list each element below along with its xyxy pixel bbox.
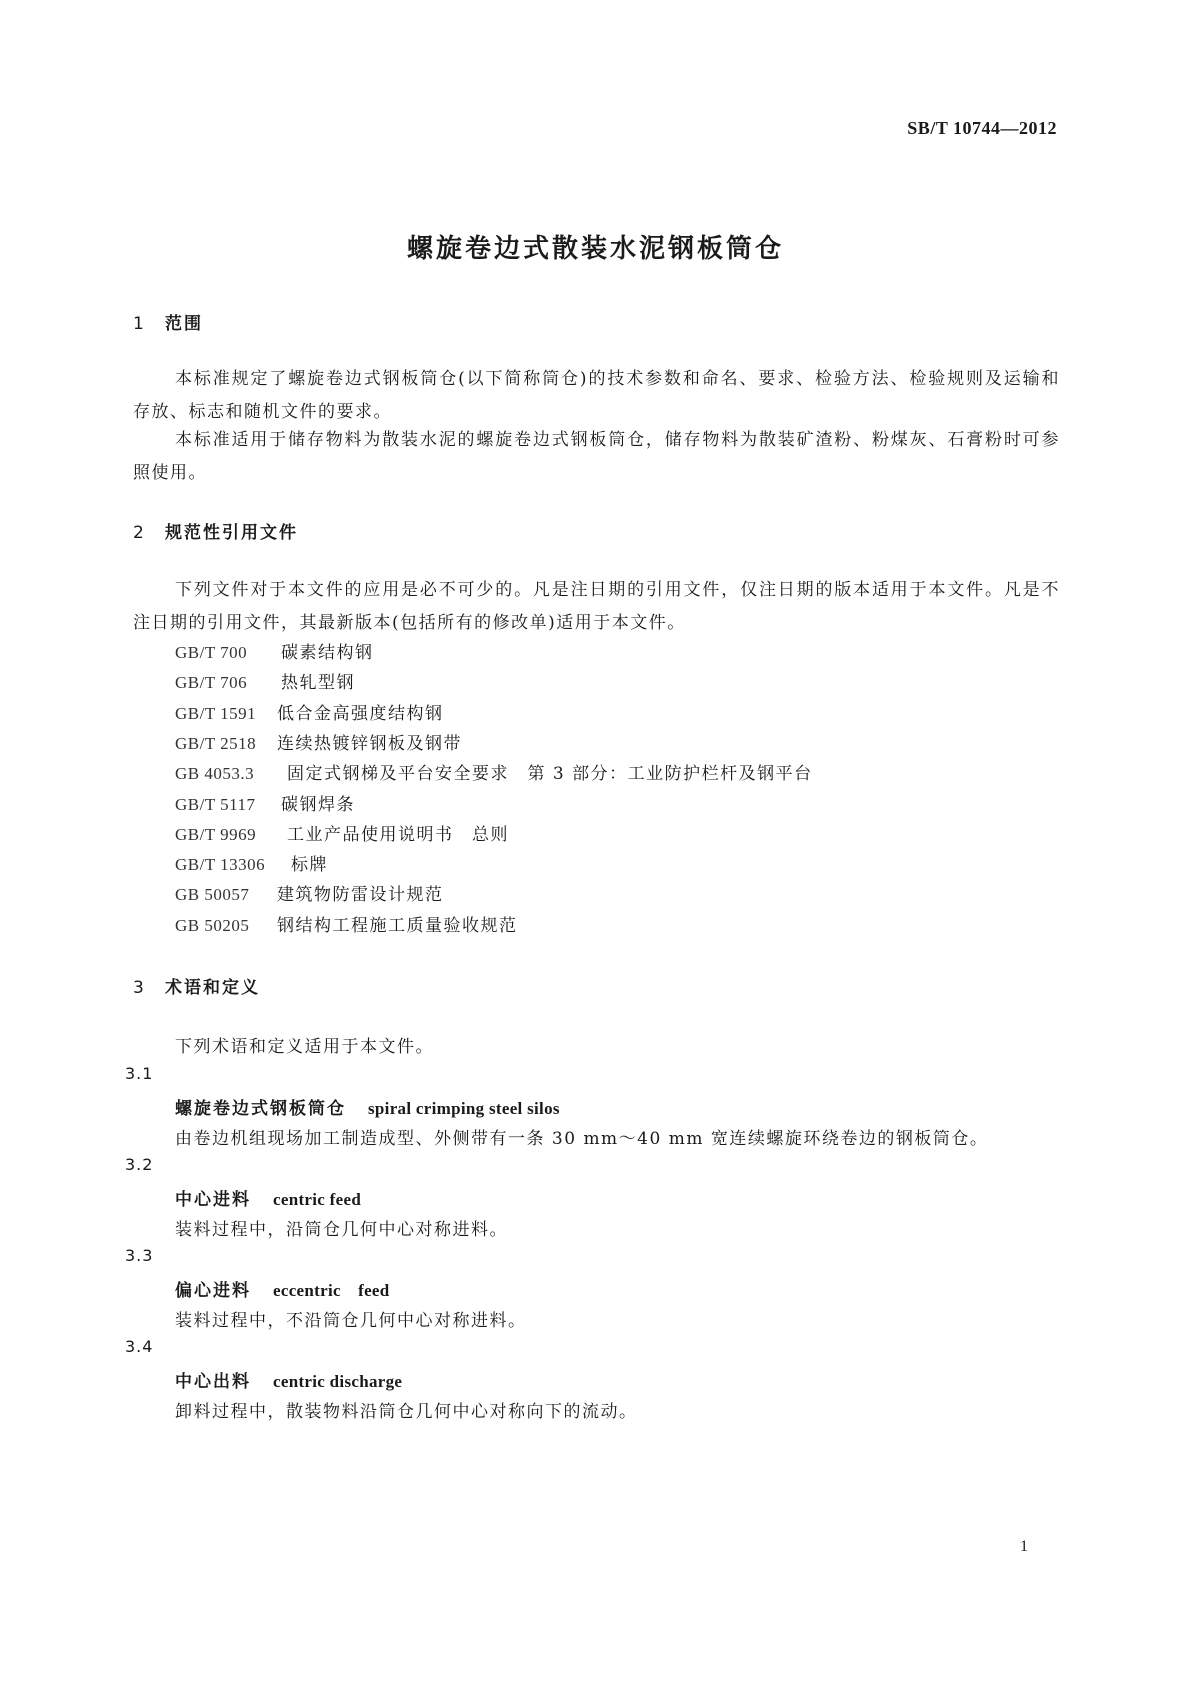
section-heading-terms — [133, 973, 260, 998]
ref-item: GB/T 9969 工业产品使用说明书 总则 — [175, 825, 509, 845]
standard-code: SB/T 10744—2012 — [907, 118, 1057, 138]
scope-paragraph-2: 本标准适用于储存物料为散装水泥的螺旋卷边式钢板筒仓，储存物料为散装矿渣粉、粉煤灰、石膏粉时可参照使用。 — [133, 430, 1060, 483]
page-number: 1 — [1020, 1538, 1028, 1555]
section-title: 术语和定义 — [165, 978, 260, 998]
clause-number: 3.1 — [125, 1064, 154, 1083]
term-definition: 装料过程中，沿筒仓几何中心对称进料。 — [175, 1220, 508, 1240]
section-number: 1 — [133, 314, 146, 334]
section-heading-normative-refs — [133, 518, 298, 543]
term-definition: 卸料过程中，散装物料沿筒仓几何中心对称向下的流动。 — [175, 1402, 638, 1422]
clause-number: 3.3 — [125, 1246, 154, 1265]
ref-item: GB/T 1591 低合金高强度结构钢 — [175, 704, 444, 724]
section-heading-scope — [133, 309, 203, 334]
section-title: 范围 — [165, 314, 203, 334]
scope-paragraph-1: 本标准规定了螺旋卷边式钢板筒仓(以下简称筒仓)的技术参数和命名、要求、检验方法、检验规则及运输和存放、标志和随机文件的要求。 — [133, 369, 1060, 422]
clause-number: 3.4 — [125, 1337, 154, 1356]
ref-item: GB 4053.3 固定式钢梯及平台安全要求 第 3 部分：工业防护栏杆及钢平台 — [175, 764, 813, 784]
ref-item: GB/T 700 碳素结构钢 — [175, 643, 374, 663]
normative-refs-intro: 下列文件对于本文件的应用是必不可少的。凡是注日期的引用文件，仅注日期的版本适用于本文件。凡是不注日期的引用文件，其最新版本(包括所有的修改单)适用于本文件。 — [133, 580, 1060, 633]
ref-item: GB 50057 建筑物防雷设计规范 — [175, 885, 444, 905]
terms-intro: 下列术语和定义适用于本文件。 — [175, 1037, 434, 1057]
ref-item: GB/T 5117 碳钢焊条 — [175, 795, 355, 815]
section-title: 规范性引用文件 — [165, 523, 298, 543]
term-definition: 装料过程中，不沿筒仓几何中心对称进料。 — [175, 1311, 527, 1331]
term-heading: 中心进料 centric feed — [175, 1190, 362, 1210]
ref-item: GB 50205 钢结构工程施工质量验收规范 — [175, 916, 518, 936]
section-number: 3 — [133, 978, 146, 998]
section-number: 2 — [133, 523, 146, 543]
term-heading: 偏心进料 eccentric feed — [175, 1281, 390, 1301]
term-heading: 螺旋卷边式钢板筒仓 spiral crimping steel silos — [175, 1099, 560, 1119]
document-title: 螺旋卷边式散装水泥钢板筒仓 — [406, 234, 784, 264]
term-heading: 中心出料 centric discharge — [175, 1372, 403, 1392]
ref-item: GB/T 13306 标牌 — [175, 855, 328, 875]
ref-item: GB/T 2518 连续热镀锌钢板及钢带 — [175, 734, 462, 754]
clause-number: 3.2 — [125, 1155, 154, 1174]
term-definition: 由卷边机组现场加工制造成型、外侧带有一条 30 mm～40 mm 宽连续螺旋环绕卷边的钢板筒仓。 — [175, 1129, 989, 1149]
ref-item: GB/T 706 热轧型钢 — [175, 673, 355, 693]
